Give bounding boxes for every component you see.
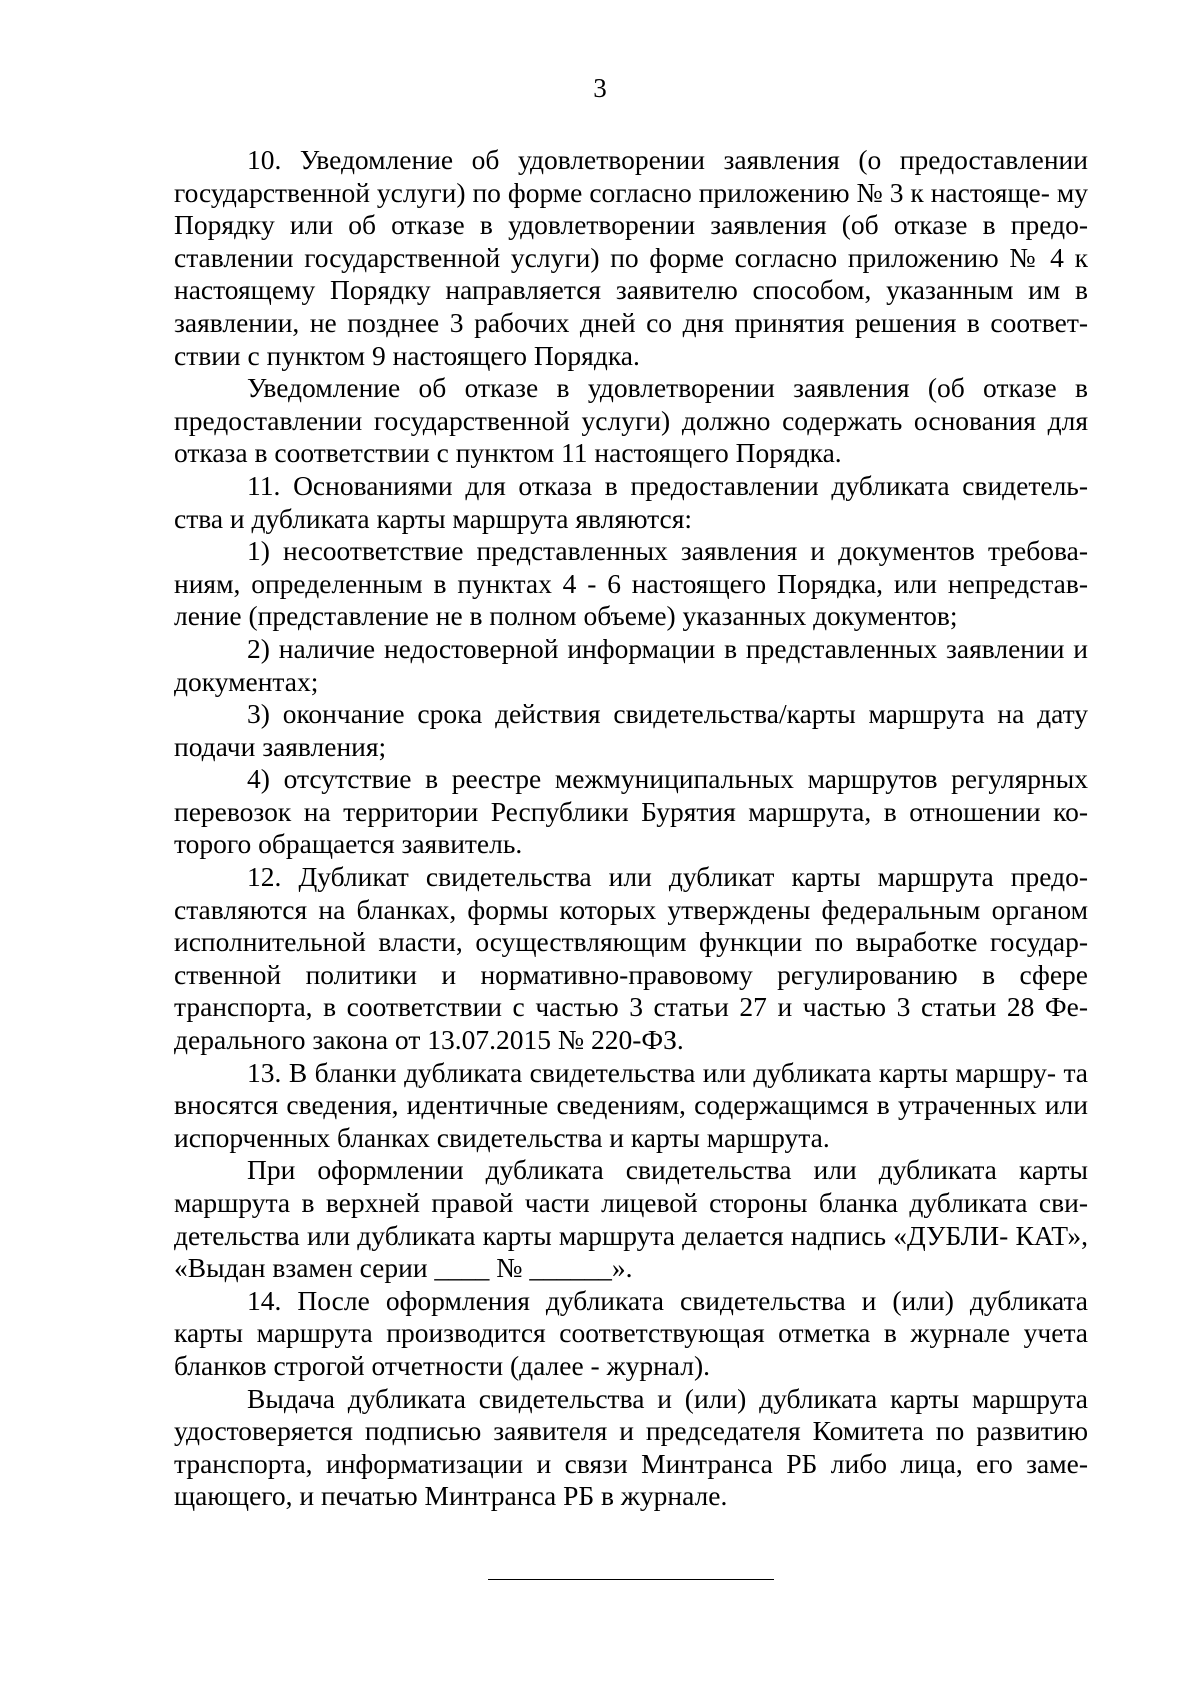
paragraph-13-details: 13. В бланки дубликата свидетельства или дубликата карты маршру- та вносятся сведения, идентичные сведениям, содержащимся в утраченных или испорченных бланках свидетельства и карты маршрута. bbox=[174, 1056, 1088, 1153]
paragraph-14-journal: 14. После оформления дубликата свидетельства и (или) дубликата карты маршрута производится соответствующая отметка в журнале учета бланков строгой отчетности (далее - журнал). bbox=[174, 1284, 1088, 1381]
list-item-ground-1: 1) несоответствие представленных заявления и документов требова- ниям, определенным в пунктах 4 - 6 настоящего Порядка, или непредстав- ление (представление не в полном объеме) указанных документов; bbox=[174, 535, 1088, 632]
paragraph-11-grounds: 11. Основаниями для отказа в предоставлении дубликата свидетель- ства и дубликата карты маршрута являются: bbox=[174, 469, 1088, 534]
list-item-ground-3: 3) окончание срока действия свидетельства/карты маршрута на дату подачи заявления; bbox=[174, 698, 1088, 762]
paragraph-duplicate-marking: При оформлении дубликата свидетельства или дубликата карты маршрута в верхней правой части лицевой стороны бланка дубликата сви- детельства или дубликата карты маршрута делается надпись «ДУБЛИ- КАТ», «Выдан взамен серии ____ № ______». bbox=[174, 1154, 1088, 1284]
page-number: 3 bbox=[593, 73, 607, 103]
paragraph-issuance: Выдача дубликата свидетельства и (или) дубликата карты маршрута удостоверяется подписью заявителя и председателя Комитета по развитию транспорта, информатизации и связи Минтранса РБ либо лица, его заме- щающего, и печатью Минтранса РБ в журнале. bbox=[174, 1382, 1088, 1512]
paragraph-12-forms: 12. Дубликат свидетельства или дубликат карты маршрута предо- ставляются на бланках, формы которых утверждены федеральным органом исполнительной власти, осуществляющим функции по выработке государ- ственной политики и нормативно-правовому регулированию в сфере транспорта, в соответствии с частью 3 статьи 27 и частью 3 статьи 28 Фе- дерального закона от 13.07.2015 № 220-ФЗ. bbox=[174, 861, 1088, 1056]
paragraph-refusal-notice: Уведомление об отказе в удовлетворении заявления (об отказе в предоставлении государственной услуги) должно содержать основания для отказа в соответствии с пунктом 11 настоящего Порядка. bbox=[174, 372, 1088, 469]
paragraph-10-notification: 10. Уведомление об удовлетворении заявления (о предоставлении государственной услуги) по форме согласно приложению № 3 к настояще- му Порядку или об отказе в удовлетворении заявления (об отказе в предо- ставлении государственной услуги) по форме согласно приложению № 4 к настоящему Порядку направляется заявителю способом, указанным им в заявлении, не позднее 3 рабочих дней со дня принятия решения в соответ- ствии с пунктом 9 настоящего Порядка. bbox=[174, 144, 1088, 371]
list-item-ground-2: 2) наличие недостоверной информации в представленных заявлении и документах; bbox=[174, 632, 1088, 697]
end-divider-line bbox=[488, 1579, 774, 1580]
list-item-ground-4: 4) отсутствие в реестре межмуниципальных маршрутов регулярных перевозок на территории Республики Бурятия маршрута, в отношении ко- торого обращается заявитель. bbox=[174, 763, 1088, 860]
document-body bbox=[174, 144, 1088, 1513]
